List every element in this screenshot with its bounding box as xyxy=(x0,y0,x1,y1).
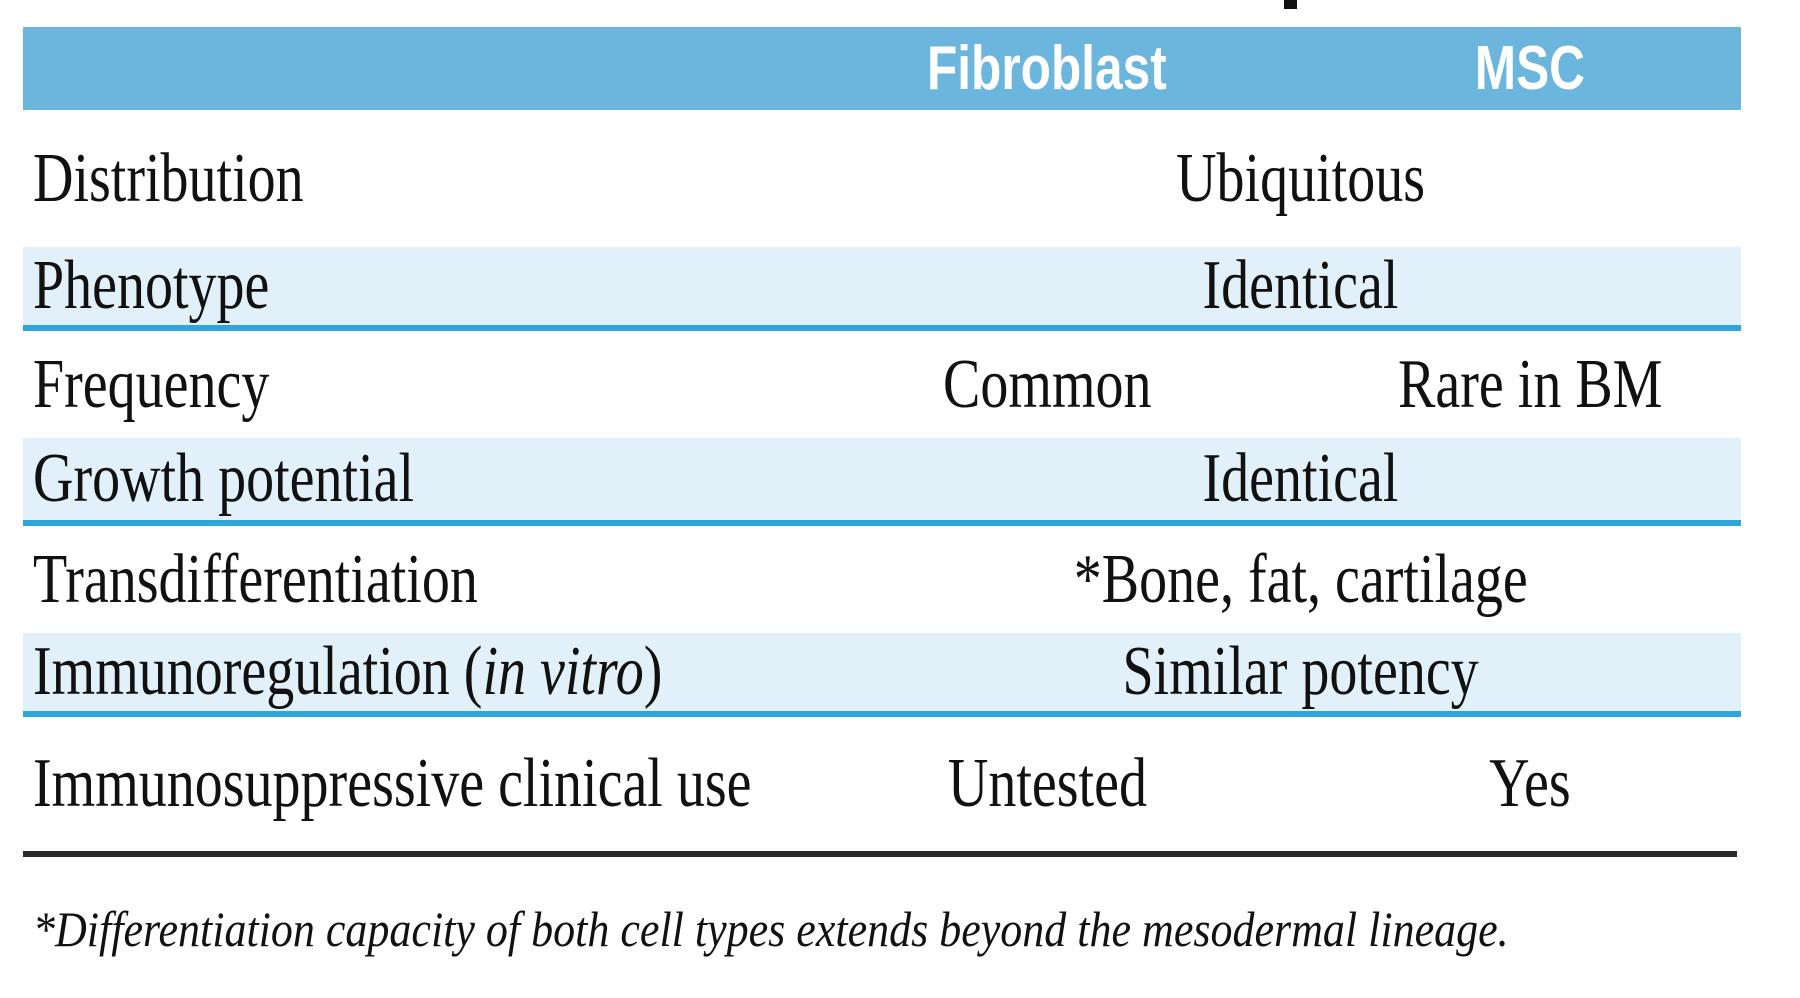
row-msc-value: Rare in BM xyxy=(1397,345,1663,423)
row-label-cell xyxy=(23,523,775,633)
table-row xyxy=(23,714,1741,851)
row-label: Frequency xyxy=(33,345,270,423)
row-label-cell xyxy=(23,328,775,438)
header-msc-label: MSC xyxy=(1474,33,1586,103)
table-footnote xyxy=(33,897,1793,962)
row-label: Growth potential xyxy=(33,440,415,517)
row-fibroblast-value: Common xyxy=(942,345,1152,423)
row-label: Phenotype xyxy=(33,247,270,324)
cropped-text-fragment xyxy=(1284,0,1297,9)
row-label: Immunosuppressive clinical use xyxy=(33,745,752,822)
row-fibroblast-value-cell xyxy=(775,328,1319,438)
row-merged-value-cell xyxy=(775,247,1741,328)
table-row xyxy=(23,633,1741,714)
row-merged-value-cell xyxy=(775,633,1741,714)
row-label-cell xyxy=(23,110,775,247)
row-msc-value-cell xyxy=(1319,714,1741,851)
row-merged-value: Identical xyxy=(1202,247,1399,324)
row-label: Transdifferentiation xyxy=(33,540,478,618)
row-label xyxy=(33,633,663,710)
table-row xyxy=(23,438,1741,523)
row-label-cell xyxy=(23,714,775,851)
row-merged-value: Ubiquitous xyxy=(1176,139,1425,217)
row-label-cell xyxy=(23,438,775,523)
row-label-cell xyxy=(23,247,775,328)
footnote-text: *Differentiation capacity of both cell types extends beyond the mesodermal lineage. xyxy=(33,901,1509,957)
table-row xyxy=(23,328,1741,438)
row-merged-value-cell xyxy=(775,438,1741,523)
header-empty-cell xyxy=(23,27,775,110)
row-label: Distribution xyxy=(33,139,304,217)
comparison-table xyxy=(23,27,1741,851)
bottom-rule xyxy=(23,851,1737,857)
row-label-italic: in vitro xyxy=(482,633,644,710)
header-msc xyxy=(1319,27,1741,110)
row-merged-value: Similar potency xyxy=(1122,633,1479,710)
row-label-prefix: Immunoregulation ( xyxy=(33,633,483,710)
row-fibroblast-value: Untested xyxy=(947,745,1147,822)
fibroblast-msc-comparison-table xyxy=(23,27,1741,851)
row-label-suffix: ) xyxy=(643,633,663,710)
row-label-cell xyxy=(23,633,775,714)
table-row xyxy=(23,247,1741,328)
table-row xyxy=(23,523,1741,633)
header-fibroblast-label: Fibroblast xyxy=(927,33,1167,103)
row-merged-value-cell xyxy=(775,523,1741,633)
table-row xyxy=(23,110,1741,247)
row-merged-value: Identical xyxy=(1202,440,1399,517)
row-fibroblast-value-cell xyxy=(775,714,1319,851)
row-merged-value: *Bone, fat, cartilage xyxy=(1073,540,1528,618)
table-header-row xyxy=(23,27,1741,110)
row-msc-value-cell xyxy=(1319,328,1741,438)
row-merged-value-cell xyxy=(775,110,1741,247)
header-fibroblast xyxy=(775,27,1319,110)
row-msc-value: Yes xyxy=(1489,745,1571,822)
